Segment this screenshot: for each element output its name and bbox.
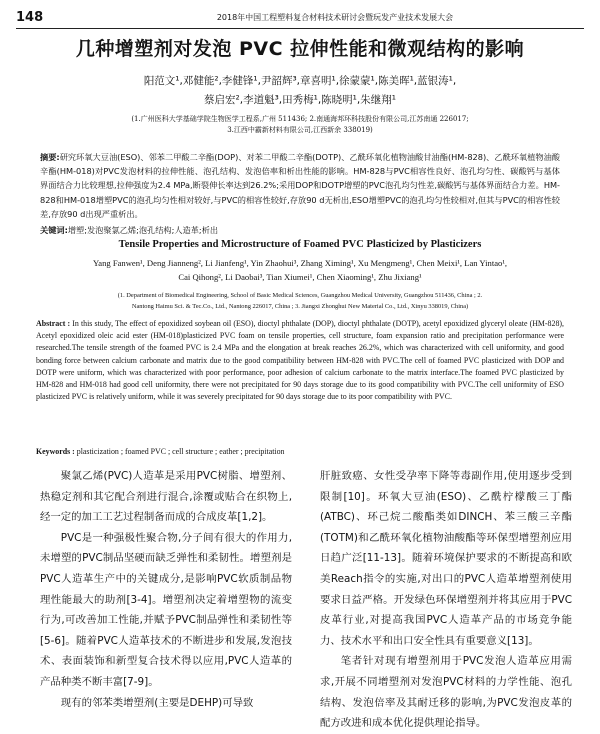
affiliations-cn: [30, 114, 570, 136]
keywords-en-text: plasticization ; foamed PVC ; cell structure ; eather ; precipitation: [76, 447, 285, 456]
affiliations-en: [12, 290, 588, 312]
affiliation-cn-line: (1.广州医科大学基础学院生物医学工程系,广州 511436; 2.南通海邦环科技股份有限公司,江苏南通 226017;: [131, 115, 469, 123]
authors-en: [20, 256, 580, 284]
paper-title-en: Tensile Properties and Microstructure of Foamed PVC Plasticized by Plasticizers: [118, 239, 482, 250]
abstract-cn-text: 研究环氧大豆油(ESO)、邻苯二甲酸二辛酯(DOP)、对苯二甲酸二辛酯(DOTP)、乙酰环氧化植物油酸甘油酯(HM-828)、乙酰环氧植物油酸辛酯(HM-018)对PVC发泡材料的拉伸性能、泡孔结构、发泡倍率和析出性能的影响。HM-828与PVC相容性良好、泡孔均匀性、碳酸钙与基体界面结合力比较理想,拉伸强度为2.4 MPa,断裂伸长率达到26.2%;采用DOP和DOTP增塑的PVC泡孔均匀性差,碳酸钙与基体界面结合力差。HM-828和HM-018增塑PVC的泡孔均匀性相对较好,与PVC的相容性较好,存放90 d无析出,ESO增塑PVC的泡孔均匀性较相对,但其与PVC的相容性较差,存放90 d出现严重析出。: [40, 152, 560, 219]
keywords-en-label: Keywords :: [36, 447, 75, 456]
authors-en-line: Yang Fanwen¹, Deng Jianneng², Li Jianfeng¹, Yin Zhaohui³, Zhang Ximing¹, Xu Mengmeng¹, Chen Meixi¹, Lan Yintao¹,: [92, 258, 508, 268]
abstract-en-text: In this study, The effect of epoxidized soybean oil (ESO), dioctyl phthalate (DOP), dioctyl phthalate (DOTP), acetyl epoxidized glyceryl oleate (HM-828), Acetyl epoxidized oleic acid ester (HM-018)plasticized PVC foam on tensile properties, cell structure, foam expansion ratio and precipitation performance were researched.The tensile strength of the foamed PVC is 2.4 MPa and the elongation at break reaches 26.2%, which was characterized with cell uniformity, and good bonding force between calcium carbonate and matrix due to the good compatibility between HM-828 with PVC.The cell of foamed PVC plasticized with DOP and DOTP were uniform, which was characterized with poor performance, poor adhesion of calcium carbonate to the matrix interface.The foamed PVC plasticized by HM-828 and HM-018 had good cell uniformity, there were not precipitated for 90 days storage due to its good compatibility with PVC.The cell uniformity of ESO plasticized PVC is relatively uniform, while it was severely precipitated for 90 days storage due to its poor compatibility with PVC.: [36, 319, 564, 402]
keywords-cn-text: 增塑;发泡聚氯乙烯;泡孔结构;人造革;析出: [67, 225, 219, 235]
body-column-left: [40, 466, 292, 709]
body-paragraph: PVC是一种强极性聚合物,分子间有很大的作用力,未增塑的PVC制品坚硬而缺乏弹性和柔韧性。增塑剂是PVC人造革生产中的关键成分,是影响PVC软质制品物理性能最大的助剂[3-4]。增塑剂决定着增塑物的流变行为,可改善加工性能,并赋予PVC制品弹性和柔韧性等[5-6]。随着PVC人造革技术的不断进步和发展,发泡技术、表面装饰和新型复合技术得以应用,PVC人造革的产品种类不断丰富[7-9]。: [40, 531, 292, 688]
keywords-cn-label: 关键词:: [40, 225, 68, 235]
authors-en-line: Cai Qihong², Li Daobai³, Tian Xiumei¹, Chen Xiaoming¹, Zhu Jixiang¹: [178, 272, 422, 282]
abstract-cn-label: 摘要:: [40, 152, 60, 162]
authors-cn-line: 阳范文¹,邓健能²,李健锋¹,尹韶辉³,章喜明¹,徐蒙蒙¹,陈美晖¹,蓝银涛¹,: [143, 75, 457, 87]
affiliation-cn-line: 3.江西中霸新材料有限公司,江西新余 338019): [227, 126, 373, 134]
authors-cn-line: 蔡启宏²,李道魁³,田秀梅¹,陈晓明¹,朱继翔¹: [204, 94, 396, 106]
keywords-en: [36, 446, 564, 458]
body-paragraph: 现有的邻苯类增塑剂(主要是DEHP)可导致: [60, 696, 254, 709]
body-paragraph: 聚氯乙烯(PVC)人造革是采用PVC树脂、增塑剂、热稳定剂和其它配合剂进行混合,涂覆或贴合在织物上,经一定的加工工艺过程制备而成的合成皮革[1,2]。: [40, 470, 292, 524]
authors-cn: [30, 72, 570, 110]
paper-title-cn: 几种增塑剂对发泡 PVC 拉伸性能和微观结构的影响: [75, 38, 525, 60]
keywords-cn: [40, 224, 560, 236]
body-column-right: [320, 466, 572, 730]
body-paragraph: 肝脏致癌、女性受孕率下降等毒副作用,使用逐步受到限制[10]。环氧大豆油(ESO)、乙酰柠檬酸三丁酯(ATBC)、环己烷二酸酯类如DINCH、苯三酸三辛酯(TOTM)和乙酰环氧化植物油酸酯等环保型增塑剂应用日趋广泛[11-13]。随着环境保护要求的不断提高和欧美Reach指令的实施,对出口的PVC人造革增塑剂使用要求日益严格。开发绿色环保增塑剂并将其应用于PVC皮革行业,对提高我国PVC人造革产品的市场竞争能力、技术水平和出口安全性具有重要意义[13]。: [320, 470, 572, 647]
abstract-cn: [40, 150, 560, 221]
affiliation-en-line: Nantong Haimu Sci. & Tec.Co., Ltd., Nantong 226017, China ; 3. Jiangxi Zhonghui New Material Co., Ltd., Xinyu 338019, China): [131, 303, 469, 310]
journal-title: 2018年中国工程塑料复合材料技术研讨会暨玩发产业技术发展大会: [216, 13, 454, 22]
affiliation-en-line: (1. Department of Biomedical Engineering, School of Basic Medical Sciences, Guangzhou Medical University, Guangzhou 511436, China ; 2.: [117, 292, 483, 299]
page-number: 148: [16, 10, 44, 25]
abstract-en-label: Abstract :: [36, 319, 71, 328]
abstract-en: [36, 318, 564, 403]
running-header: [16, 8, 584, 29]
body-paragraph: 笔者针对现有增塑剂用于PVC发泡人造革应用需求,开展不同增塑剂对发泡PVC材料的力学性能、泡孔结构、发泡倍率及其耐迁移的影响,为PVC发泡皮革的配方改进和成本优化提供理论指导。: [320, 655, 572, 730]
